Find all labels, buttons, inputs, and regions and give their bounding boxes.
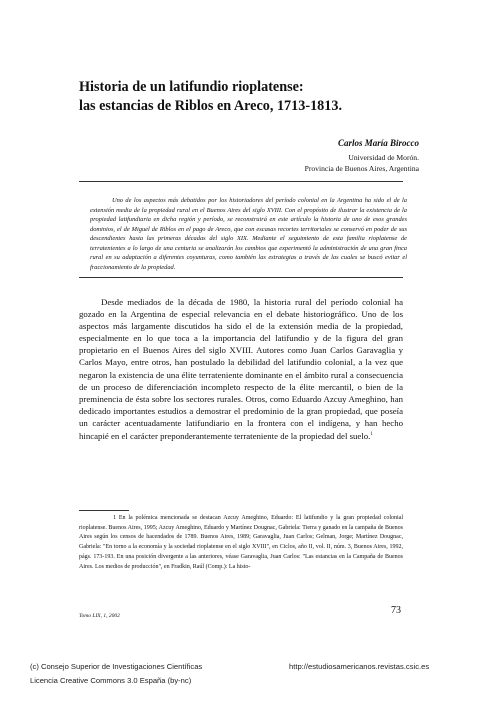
affiliation-line-2: Provincia de Buenos Aires, Argentina (304, 164, 419, 173)
license-terms: Licencia Creative Commons 3.0 España (by-nc) (30, 676, 192, 685)
abstract-bottom-rule (79, 277, 403, 278)
body-paragraph (79, 296, 403, 442)
author-name: Carlos María Birocco (337, 138, 419, 148)
affiliation-line-1: Universidad de Morón. (348, 153, 419, 162)
body-text: Desde mediados de la década de 1980, la historia rural del período colonial ha gozado en la Argentina de especial relevancia en el debate historiográfico. Uno de los aspectos más largamente discutidos ha sido el de la extensión media de la propiedad, especialmente en lo que toca a la importancia del latifundio y de la figura del gran propietario en el Buenos Aires del siglo XVIII. Autores como Juan Carlos Garavaglia y Carlos Mayo, entre otros, han postulado la debilidad del latifundio colonial, a la vez que negaron la existencia de una élite terrateniente dominante en el ámbito rural a consecuencia de un proceso de diferenciación incompleto respecto de la élite mercantil, o bien de la preminencia de ésta sobre los sectores rurales. Otros, como Eduardo Azcuy Ameghino, han dedicado importantes estudios a demostrar el predominio de la gran propiedad, que poseía un carácter acentuadamente latifundiario en la frontera con el indígena, y han hecho hincapié en el carácter preponderantemente terrateniente de la propiedad del suelo. (79, 297, 403, 441)
footnote-rule (79, 510, 129, 511)
article-title (79, 78, 419, 116)
page-number: 73 (391, 605, 401, 616)
license-copyright: (c) Consejo Superior de Investigaciones Científicas (30, 662, 203, 671)
abstract-top-rule (79, 181, 403, 182)
journal-reference: Tomo LIX, 1, 2002 (79, 613, 120, 619)
license-link[interactable]: http://estudiosamericanos.revistas.csic.es (289, 662, 430, 671)
footnote-reference: 1 (370, 432, 373, 438)
abstract-text: Uno de los aspectos más debatidos por los historiadores del período colonial en la Argentina ha sido el de la extensión media de la propiedad rural en el Buenos Aires del siglo XVIII. Con el propósito de ilustrar la existencia de la propiedad latifundiaria en dicha región y período, se reconstruirá en este artículo la historia de uno de esos grandes dominios, el de Miguel de Riblos en el pago de Areco, que con escasas recortes territoriales se conservó en poder de sus descendientes hasta las primeras décadas del siglo XIX. Mediante el seguimiento de esta familia rioplatense de terratenientes a lo largo de una centuria se analizarán los cambios que experimentó la administración de una gran finca rural en su adaptación a diferentes coyunturas, como también las estrategias a través de las cuales se buscó evitar el fraccionamiento de la propiedad. (90, 197, 407, 271)
author-affiliation (159, 152, 419, 174)
title-line-1: Historia de un latifundio rioplatense: (79, 79, 304, 95)
title-line-2: las estancias de Riblos en Areco, 1713-1813. (79, 98, 342, 114)
footnote-text: 1 En la polémica mencionada se destacan Azcuy Ameghino, Eduardo: El latifundio y la gran propiedad colonial rioplatense. Buenos Aires, 1995; Azcuy Ameghino, Eduardo y Martínez Dougnac, Gabriela: Tierra y ganado en la campaña de Buenos Aires según los censos de hacendados de 1789. Buenos Aires, 1989; Garavaglia, Juan Carlos; Gelman, Jorge; Martínez Dougnac, Gabriela: "En torno a la economía y la sociedad rioplatense en el siglo XVIII", en Ciclos, año II, vol. II, núm. 3, Buenos Aires, 1992, págs. 173-193. En una posición divergente a las anteriores, véase Garavaglia, Juan Carlos: "Las estancias en la Campaña de Buenos Aires. Los medios de producción", en Fradkin, Raúl (Comp.): La histo- (79, 515, 403, 570)
